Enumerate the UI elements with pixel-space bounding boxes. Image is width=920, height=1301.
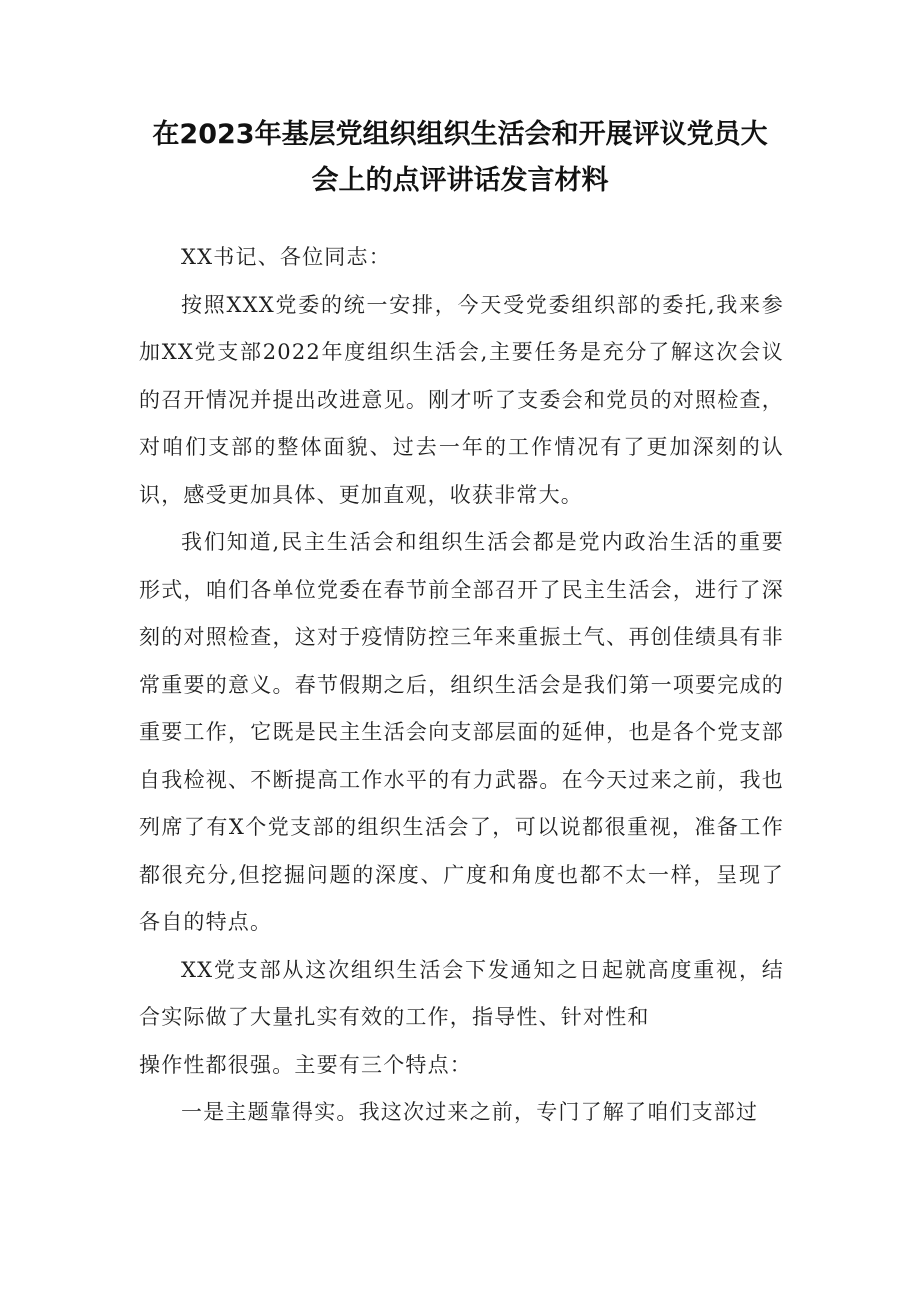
paragraph-3-continuation: 操作性都很强。主要有三个特点：: [139, 1052, 472, 1077]
title-line-2: 会上的点评讲话发言材料: [311, 165, 609, 196]
paragraph-1: 按照XXX党委的统一安排，今天受党委组织部的委托,我来参加XX党支部2022年度组织生活会,主要任务是充分了解这次会议的召开情况并提出改进意见。刚才听了支委会和党员的对照检查，对咱们支部的整体面貌、过去一年的工作情况有了更加深刻的认识，感受更加具体、更加直观，收获非常大。: [139, 292, 784, 507]
document-title: [120, 112, 800, 204]
paragraph-3: XX党支部从这次组织生活会下发通知之日起就高度重视，结合实际做了大量扎实有效的工作，指导性、针对性和: [139, 957, 784, 1029]
document-body: [139, 234, 784, 1137]
paragraph-4: 一是主题靠得实。我这次过来之前，专门了解了咱们支部过: [181, 1100, 759, 1124]
salutation: XX书记、各位同志：: [181, 245, 391, 269]
paragraph-2: 我们知道,民主生活会和组织生活会都是党内政治生活的重要形式，咱们各单位党委在春节前全部召开了民主生活会，进行了深刻的对照检查，这对于疫情防控三年来重振土气、再创佳绩具有非常重要的意义。春节假期之后，组织生活会是我们第一项要完成的重要工作，它既是民主生活会向支部层面的延伸，也是各个党支部自我检视、不断提高工作水平的有力武器。在今天过来之前，我也列席了有X个党支部的组织生活会了，可以说都很重视，准备工作都很充分,但挖掘问题的深度、广度和角度也都不太一样，呈现了各自的特点。: [139, 530, 784, 934]
title-line-1: 在2023年基层党组织组织生活会和开展评议党员大: [152, 119, 768, 150]
